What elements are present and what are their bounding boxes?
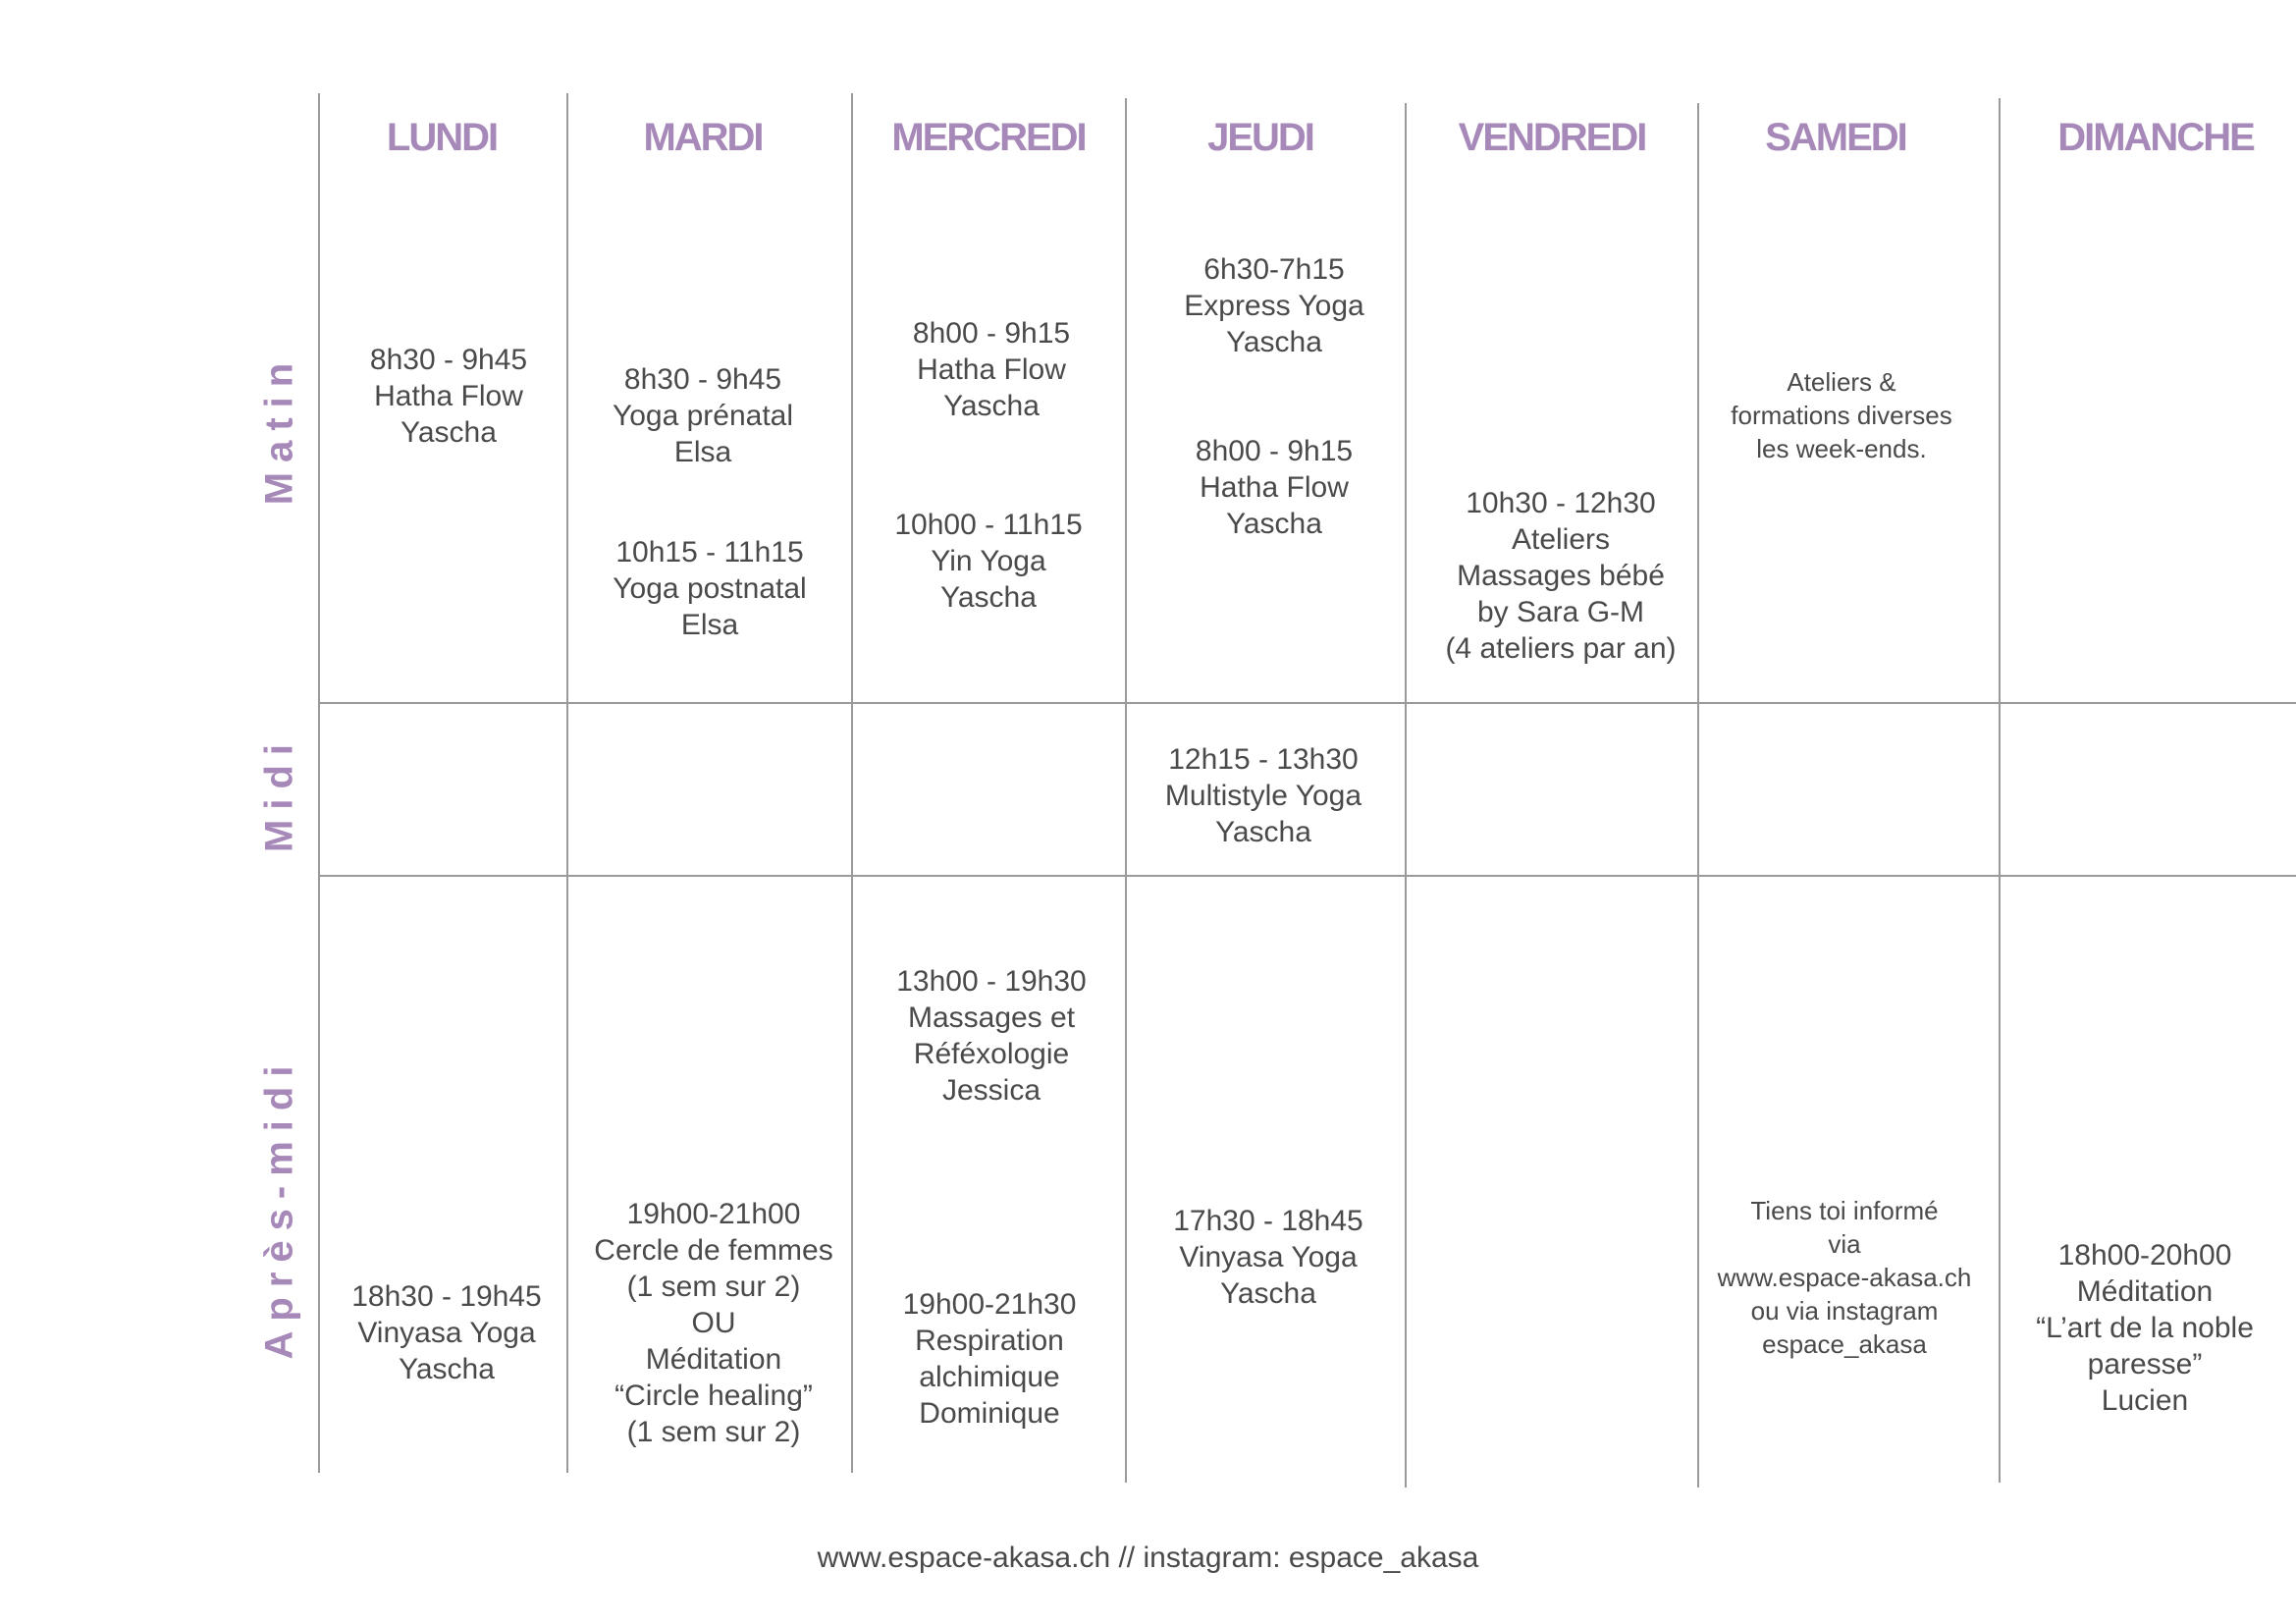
day-header-vendredi: VENDREDI [1458,116,1646,159]
event-vendredi-matin [1414,485,1708,667]
event-title: Massages bébé [1457,560,1665,592]
event-title: Méditation [645,1343,782,1376]
event-title: Yin Yoga [931,545,1046,577]
event-mercredi-apm-2 [842,1286,1137,1432]
event-mardi-matin-1 [556,361,850,470]
event-teacher: Lucien [2101,1384,2189,1417]
event-title: Yoga prénatal [612,400,794,432]
event-time: 6h30-7h15 [1203,253,1345,286]
event-link[interactable]: www.espace-akasa.ch [1717,1263,1972,1292]
event-time: 8h00 - 9h15 [1195,435,1354,467]
event-jeudi-matin-2 [1127,433,1421,542]
event-teacher: by Sara G-M [1476,596,1645,628]
event-teacher: Yascha [1215,816,1311,848]
event-samedi-matin [1694,365,1989,465]
event-title: Cercle de femmes [594,1234,833,1267]
event-text: formations diverses [1731,401,1952,430]
day-header-lundi: LUNDI [386,116,498,159]
event-title: paresse” [2087,1348,2203,1380]
footer-contact: www.espace-akasa.ch // instagram: espace_akasa [817,1542,1479,1574]
event-time: 19h00-21h30 [902,1288,1077,1321]
event-mercredi-matin-1 [844,315,1139,424]
event-mercredi-matin-2 [841,507,1136,616]
event-teacher: Yascha [399,1353,495,1385]
period-label-noon: Midi [257,734,301,852]
event-text: Tiens toi informé [1750,1196,1939,1225]
event-jeudi-midi [1116,741,1411,850]
period-label-morning: Matin [257,352,301,506]
event-teacher: Yascha [940,581,1037,614]
event-teacher: Elsa [673,436,732,468]
event-teacher: Elsa [680,609,739,641]
event-jeudi-apm [1121,1203,1415,1312]
event-time: 10h30 - 12h30 [1466,487,1656,519]
event-text: Ateliers & [1787,367,1896,397]
event-time: 8h30 - 9h45 [369,344,528,376]
event-time: 13h00 - 19h30 [896,965,1087,998]
event-text: ou via instagram [1750,1296,1939,1326]
event-mercredi-apm-1 [844,963,1139,1109]
day-header-samedi: SAMEDI [1765,116,1906,159]
event-teacher: Yascha [400,416,497,449]
event-text: via [1828,1229,1861,1259]
grid-line-horizontal [318,875,2296,877]
day-header-dimanche: DIMANCHE [2057,116,2254,159]
event-time: 10h00 - 11h15 [894,509,1083,541]
event-title: “L’art de la noble [2036,1312,2254,1344]
event-title: Ateliers [1511,523,1611,556]
event-samedi-apm [1697,1194,1992,1361]
event-time: 19h00-21h00 [626,1198,801,1230]
day-header-mercredi: MERCREDI [891,116,1086,159]
day-header-jeudi: JEUDI [1207,116,1313,159]
event-link[interactable]: espace_akasa [1762,1329,1927,1359]
event-mardi-matin-2 [562,534,857,643]
event-teacher: Yascha [1220,1277,1316,1310]
event-note: (1 sem sur 2) [626,1271,801,1303]
event-teacher: Dominique [919,1397,1060,1430]
event-title: Massages et [907,1001,1076,1034]
event-teacher: Yascha [943,390,1040,422]
event-time: 18h30 - 19h45 [351,1280,542,1313]
event-lundi-matin [301,342,596,451]
event-time: 8h30 - 9h45 [623,363,782,396]
event-note: (1 sem sur 2) [626,1416,801,1448]
event-teacher: Yascha [1226,508,1322,540]
event-title: Réféxologie [913,1038,1070,1070]
event-title: Vinyasa Yoga [1179,1241,1358,1273]
event-title: Méditation [2076,1275,2214,1308]
event-title: Yoga postnatal [613,572,807,605]
event-title: “Circle healing” [614,1380,813,1412]
event-lundi-apm [299,1278,594,1387]
event-text: les week-ends. [1756,434,1927,463]
event-note: (4 ateliers par an) [1445,632,1677,665]
period-label-afternoon: Après-midi [257,1056,301,1360]
event-title: alchimique [919,1361,1060,1393]
event-title: Hatha Flow [917,353,1066,386]
event-mardi-apm [566,1196,861,1450]
event-teacher: Yascha [1226,326,1322,358]
grid-line-vertical [318,93,320,1473]
event-title: Hatha Flow [374,380,523,412]
event-title: Hatha Flow [1200,471,1349,504]
event-note: OU [691,1307,736,1339]
event-time: 12h15 - 13h30 [1168,743,1359,776]
event-title: Multistyle Yoga [1164,780,1362,812]
event-time: 8h00 - 9h15 [912,317,1071,350]
event-jeudi-matin-1 [1127,251,1421,360]
event-title: Express Yoga [1184,290,1364,322]
event-time: 17h30 - 18h45 [1173,1205,1363,1237]
event-teacher: Jessica [941,1074,1041,1107]
event-time: 18h00-20h00 [2057,1239,2232,1272]
event-title: Respiration [915,1325,1064,1357]
event-title: Vinyasa Yoga [357,1317,536,1349]
event-time: 10h15 - 11h15 [615,536,804,568]
grid-line-horizontal [318,702,2296,704]
event-dimanche-apm [1998,1237,2292,1419]
day-header-mardi: MARDI [643,116,763,159]
